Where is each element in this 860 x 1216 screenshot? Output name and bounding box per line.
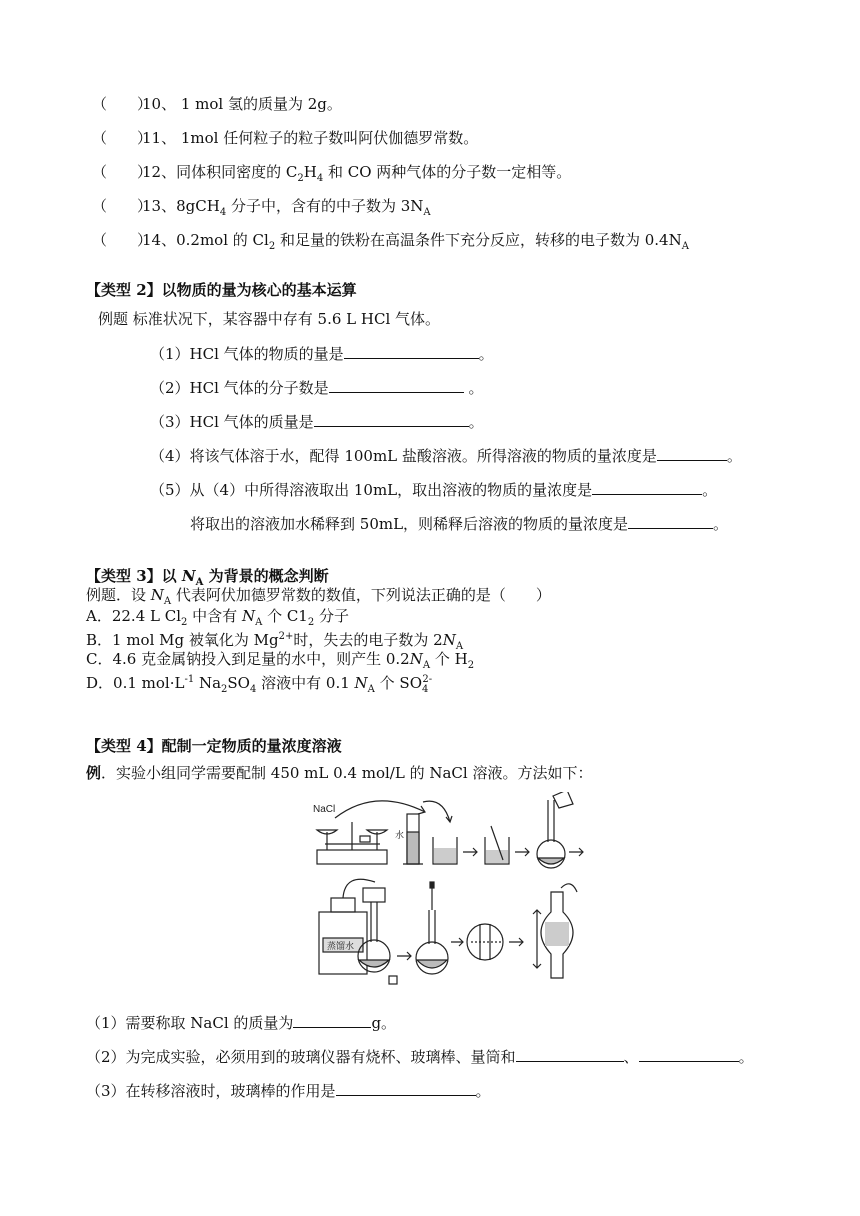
answer-blank[interactable] bbox=[336, 1079, 476, 1096]
answer-blank[interactable] bbox=[344, 342, 479, 359]
graduated-cylinder-icon bbox=[403, 814, 423, 864]
answer-bracket[interactable]: （ ） bbox=[92, 129, 153, 147]
type2-q3: （3）HCl 气体的质量是 。 bbox=[150, 410, 484, 432]
water-label: 水 bbox=[395, 831, 405, 841]
type4-heading: 【类型 4】配制一定物质的量浓度溶液 bbox=[86, 737, 342, 755]
type2-q6: 将取出的溶液加水稀释到 50mL，则稀释后溶液的物质的量浓度是 。 bbox=[190, 512, 728, 534]
judgment-item-10: （ ）10、 1 mol 氢的质量为 2g。 bbox=[92, 95, 342, 113]
judgment-item-13: （ ）13、8gCH$_4$ 分子中，含有的中子数为 $3N_A$ bbox=[92, 197, 431, 218]
answer-bracket[interactable]: （ ） bbox=[92, 95, 153, 113]
type3-example: 例题．设 $N_A$ 代表阿伏加德罗常数的数值，下列说法正确的是（ ） bbox=[86, 586, 551, 607]
volumetric-flask-icon bbox=[358, 888, 397, 984]
answer-blank[interactable] bbox=[657, 444, 727, 461]
beaker-icon bbox=[433, 837, 457, 864]
judgment-item-14: （ ）14、0.2mol 的 $Cl_2$ 和足量的铁粉在高温条件下充分反应，转移的电子数为 $0.4N_A$ bbox=[92, 231, 689, 252]
type2-q5: （5）从（4）中所得溶液取出 10mL，取出溶液的物质的量浓度是 。 bbox=[150, 478, 717, 500]
type2-q2: （2）HCl 气体的分子数是 。 bbox=[150, 376, 483, 398]
judgment-item-11: （ ）11、 1mol 任何粒子的粒子数叫阿伏伽德罗常数。 bbox=[92, 129, 479, 147]
answer-blank[interactable] bbox=[293, 1011, 371, 1028]
answer-blank[interactable] bbox=[516, 1045, 624, 1062]
answer-blank[interactable] bbox=[639, 1045, 739, 1062]
beaker-stirring-icon bbox=[485, 826, 509, 864]
nacl-label: NaCl bbox=[313, 804, 336, 815]
bottle-label: 蒸馏水 bbox=[327, 942, 355, 952]
type4-q2: （2）为完成实验，必须用到的玻璃仪器有烧杯、玻璃棒、量筒和 、 。 bbox=[86, 1045, 754, 1067]
answer-blank[interactable] bbox=[314, 410, 469, 427]
type3-option-d[interactable]: D．0.1 $mol\cdot L^{-1}$ $Na_2SO_4$ 溶液中有 0.1 $N_A$ 个 $SO_4^{2-}$ bbox=[86, 674, 433, 695]
shaking-flask-icon bbox=[533, 884, 577, 978]
meniscus-magnifier-icon bbox=[467, 924, 503, 960]
solution-preparation-figure bbox=[305, 792, 595, 995]
type3-option-a[interactable]: A．22.4 L $Cl_2$ 中含有 $N_A$ 个 $C1_2$ 分子 bbox=[86, 607, 350, 628]
type2-q1: （1）HCl 气体的物质的量是 。 bbox=[150, 342, 494, 364]
type4-example: 例．实验小组同学需要配制 450 mL 0.4 mol/L 的 NaCl 溶液。方法如下： bbox=[86, 764, 593, 782]
type2-heading: 【类型 2】以物质的量为核心的基本运算 bbox=[86, 281, 357, 299]
answer-blank[interactable] bbox=[592, 478, 702, 495]
volumetric-flask-dropper-icon bbox=[416, 882, 448, 974]
type3-option-c[interactable]: C．4.6 克金属钠投入到足量的水中，则产生 $0.2N_A$ 个 $H_2$ bbox=[86, 650, 475, 671]
answer-bracket[interactable]: （ ） bbox=[92, 163, 153, 181]
answer-bracket[interactable]: （ ） bbox=[92, 197, 153, 215]
answer-blank[interactable] bbox=[628, 512, 713, 529]
type2-q4: （4）将该气体溶于水，配得 100mL 盐酸溶液。所得溶液的物质的量浓度是 。 bbox=[150, 444, 742, 466]
type3-heading: 【类型 3】以 $N_A$ 为背景的概念判断 bbox=[86, 567, 329, 588]
type4-q3: （3）在转移溶液时，玻璃棒的作用是 。 bbox=[86, 1079, 491, 1101]
answer-bracket[interactable]: （ ） bbox=[92, 231, 153, 249]
answer-blank[interactable] bbox=[329, 376, 464, 393]
volumetric-flask-pouring-icon bbox=[537, 792, 573, 868]
judgment-item-12: （ ）12、同体积同密度的 $C_2H_4$ 和 CO 两种气体的分子数一定相等。 bbox=[92, 163, 572, 184]
type2-example: 例题 标准状况下，某容器中存有 5.6 L HCl 气体。 bbox=[98, 310, 441, 328]
type3-option-b[interactable]: B．1 mol Mg 被氧化为 $Mg^{2+}$时，失去的电子数为 $2N_A$ bbox=[86, 631, 464, 652]
balance-icon bbox=[317, 822, 387, 864]
type4-q1: （1）需要称取 NaCl 的质量为 g。 bbox=[86, 1011, 396, 1033]
